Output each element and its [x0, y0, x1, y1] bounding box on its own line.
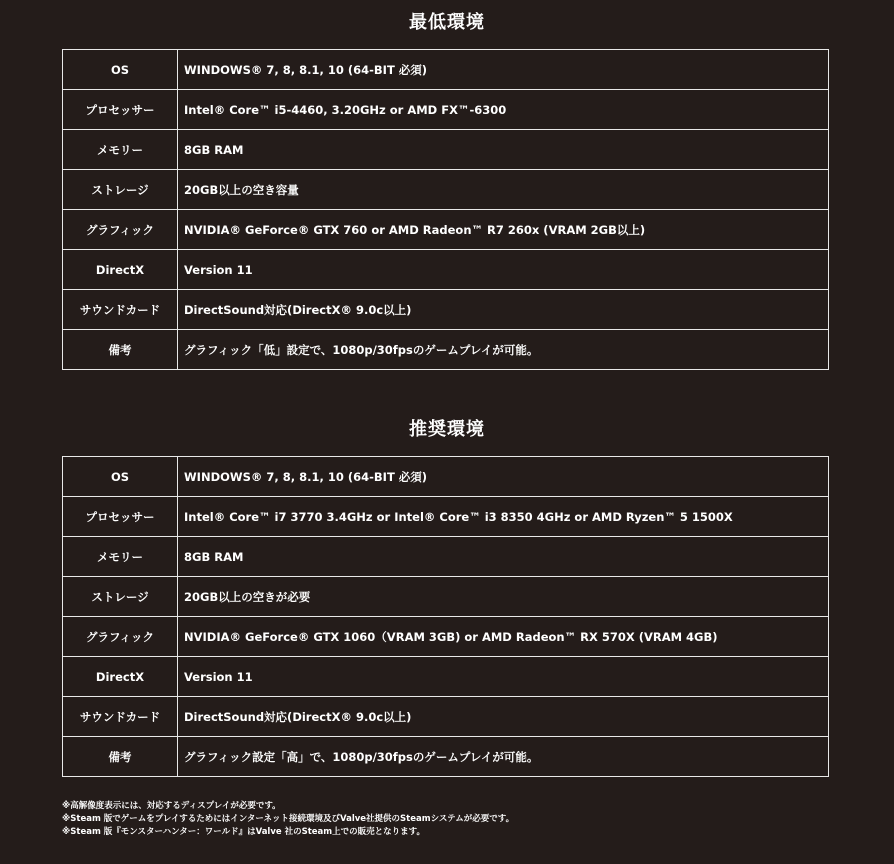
spec-value-directx: Version 11 — [178, 657, 829, 697]
table-row — [63, 50, 829, 90]
spec-label-memory: メモリー — [63, 537, 178, 577]
table-row — [63, 330, 829, 370]
spec-value-storage: 20GB以上の空きが必要 — [178, 577, 829, 617]
spec-value-os: WINDOWS® 7, 8, 8.1, 10 (64-BIT 必須) — [178, 457, 829, 497]
spec-label-directx: DirectX — [63, 250, 178, 290]
recommended-requirements-table — [62, 456, 829, 777]
spec-label-os: OS — [63, 50, 178, 90]
spec-label-graphics: グラフィック — [63, 210, 178, 250]
table-row — [63, 697, 829, 737]
spec-label-notes: 備考 — [63, 330, 178, 370]
spec-label-storage: ストレージ — [63, 577, 178, 617]
footnote-display: ※高解像度表示には、対応するディスプレイが必要です。 — [62, 801, 281, 811]
table-row — [63, 250, 829, 290]
table-row — [63, 577, 829, 617]
spec-label-processor: プロセッサー — [63, 497, 178, 537]
spec-value-os: WINDOWS® 7, 8, 8.1, 10 (64-BIT 必須) — [178, 50, 829, 90]
minimum-requirements-title: 最低環境 — [409, 12, 485, 33]
spec-label-graphics: グラフィック — [63, 617, 178, 657]
spec-label-os: OS — [63, 457, 178, 497]
spec-label-sound: サウンドカード — [63, 697, 178, 737]
table-row — [63, 617, 829, 657]
table-row — [63, 130, 829, 170]
spec-value-notes: グラフィック設定「高」で、1080p/30fpsのゲームプレイが可能。 — [178, 737, 829, 777]
table-row — [63, 457, 829, 497]
spec-label-memory: メモリー — [63, 130, 178, 170]
spec-value-processor: Intel® Core™ i7 3770 3.4GHz or Intel® Core™ i3 8350 4GHz or AMD Ryzen™ 5 1500X — [178, 497, 829, 537]
table-row — [63, 497, 829, 537]
table-row — [63, 170, 829, 210]
spec-label-notes: 備考 — [63, 737, 178, 777]
spec-value-sound: DirectSound対応(DirectX® 9.0c以上) — [178, 697, 829, 737]
table-row — [63, 737, 829, 777]
recommended-requirements-title: 推奨環境 — [409, 419, 485, 440]
footnotes — [62, 800, 514, 839]
spec-value-graphics: NVIDIA® GeForce® GTX 760 or AMD Radeon™ R7 260x (VRAM 2GB以上) — [178, 210, 829, 250]
spec-value-processor: Intel® Core™ i5-4460, 3.20GHz or AMD FX™-6300 — [178, 90, 829, 130]
footnote-steam-sales: ※Steam 版『モンスターハンター：ワールド』はValve 社のSteam上での販売となります。 — [62, 827, 425, 837]
spec-value-storage: 20GB以上の空き容量 — [178, 170, 829, 210]
spec-label-sound: サウンドカード — [63, 290, 178, 330]
spec-value-memory: 8GB RAM — [178, 537, 829, 577]
table-row — [63, 210, 829, 250]
spec-value-notes: グラフィック「低」設定で、1080p/30fpsのゲームプレイが可能。 — [178, 330, 829, 370]
table-row — [63, 90, 829, 130]
spec-value-graphics: NVIDIA® GeForce® GTX 1060（VRAM 3GB) or AMD Radeon™ RX 570X (VRAM 4GB) — [178, 617, 829, 657]
spec-label-directx: DirectX — [63, 657, 178, 697]
table-row — [63, 537, 829, 577]
footnote-steam-internet: ※Steam 版でゲームをプレイするためにはインターネット接続環境及びValve社提供のSteamシステムが必要です。 — [62, 814, 515, 824]
spec-value-memory: 8GB RAM — [178, 130, 829, 170]
minimum-requirements-table — [62, 49, 829, 370]
spec-label-processor: プロセッサー — [63, 90, 178, 130]
spec-value-sound: DirectSound対応(DirectX® 9.0c以上) — [178, 290, 829, 330]
table-row — [63, 657, 829, 697]
table-row — [63, 290, 829, 330]
spec-value-directx: Version 11 — [178, 250, 829, 290]
spec-label-storage: ストレージ — [63, 170, 178, 210]
